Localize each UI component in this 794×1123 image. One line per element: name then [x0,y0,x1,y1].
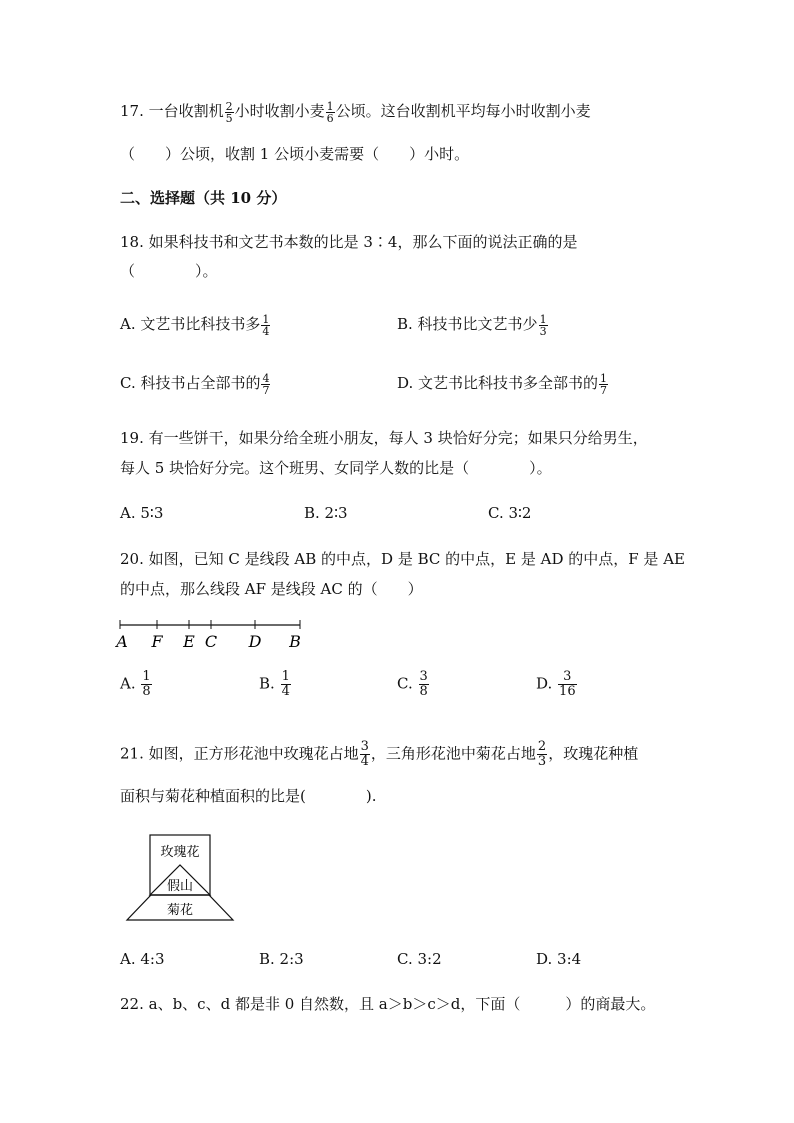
q21-option-a[interactable]: A. 4:3 [120,950,165,968]
rose-label: 玫瑰花 [160,845,200,860]
chrysanthemum-label: 菊花 [166,903,194,918]
rockery-label: 假山 [166,879,194,894]
q21-text: 21. 如图，正方形花池中玫瑰花占地 [120,744,359,763]
fraction: $\frac{2}{3}$ [537,739,547,769]
fraction: $\frac{1}{4}$ [281,669,290,699]
q21-option-c[interactable]: C. 3:2 [397,950,442,968]
q17-text: 17. 一台收割机 [120,102,224,120]
point-label: D [248,632,262,651]
point-label: B [289,632,301,651]
option-text: A. 文艺书比科技书多 [120,315,261,333]
q19-option-b[interactable]: B. 2∶3 [304,504,348,522]
q17-line2: （ ）公顷，收割 1 公顷小麦需要（ ）小时。 [120,145,470,163]
flower-bed-figure [122,832,242,924]
q18-line1: 18. 如果科技书和文艺书本数的比是 3∶4，那么下面的说法正确的是 [120,233,578,251]
q21-option-d[interactable]: D. 3:4 [536,950,582,968]
option-text: C. 科技书占全部书的 [120,374,261,392]
q17-line1 [120,100,591,124]
option-text: B. 科技书比文艺书少 [397,315,538,333]
q18-option-b[interactable] [397,313,549,337]
fraction: $\frac{1}{7}$ [600,371,608,397]
fraction: $\frac{1}{6}$ [326,99,334,125]
q21-option-b[interactable]: B. 2:3 [259,950,304,968]
fraction: $\frac{3}{4}$ [360,739,369,769]
fraction: $\frac{2}{5}$ [225,99,233,125]
option-label: D. [536,674,553,693]
option-text: D. 文艺书比科技书多全部书的 [397,374,599,392]
point-label: F [151,632,163,651]
fraction: $\frac{3}{16}$ [559,669,576,699]
option-label: A. [120,674,136,693]
q19-option-c[interactable]: C. 3∶2 [488,504,532,522]
q20-line1: 20. 如图，已知 C 是线段 AB 的中点，D 是 BC 的中点，E 是 AD 的中点，F 是 AE [120,550,685,568]
fraction: $\frac{3}{8}$ [419,669,428,699]
q17-text: 公顷。这台收割机平均每小时收割小麦 [335,102,591,120]
segment-figure [110,615,320,655]
option-label: C. [397,674,413,693]
option-label: B. [259,674,275,693]
q21-text: ，三角形花池中菊花占地 [370,744,536,763]
q21-line1 [120,740,638,769]
point-label: A [116,632,128,651]
q20-option-b[interactable] [259,670,292,699]
q20-option-c[interactable] [397,670,430,699]
q18-option-a[interactable] [120,313,271,337]
q18-option-c[interactable] [120,372,271,396]
q22-line1: 22. a、b、c、d 都是非 0 自然数，且 a＞b＞c＞d，下面（ ）的商最大。 [120,995,656,1013]
q17-text: 小时收割小麦 [234,102,325,120]
fraction: $\frac{4}{7}$ [262,371,270,397]
q21-text: ，玫瑰花种植 [548,744,639,763]
q19-line2: 每人 5 块恰好分完。这个班男、女同学人数的比是（ ）。 [120,459,552,477]
fraction: $\frac{1}{4}$ [262,312,270,338]
point-label: C [204,632,218,651]
q20-line2: 的中点，那么线段 AF 是线段 AC 的（ ） [120,580,423,598]
q20-option-a[interactable] [120,670,153,699]
section-title: 二、选择题（共 10 分） [120,189,287,207]
q21-line2: 面积与菊花种植面积的比是( ). [120,787,377,805]
q19-option-a[interactable]: A. 5∶3 [120,504,164,522]
q20-option-d[interactable] [536,670,578,699]
q18-line2: （ ）。 [120,262,218,280]
point-label: E [183,632,195,651]
fraction: $\frac{1}{8}$ [142,669,151,699]
q19-line1: 19. 有一些饼干，如果分给全班小朋友，每人 3 块恰好分完；如果只分给男生， [120,429,648,447]
fraction: $\frac{1}{3}$ [539,312,547,338]
q18-option-d[interactable] [397,372,609,396]
